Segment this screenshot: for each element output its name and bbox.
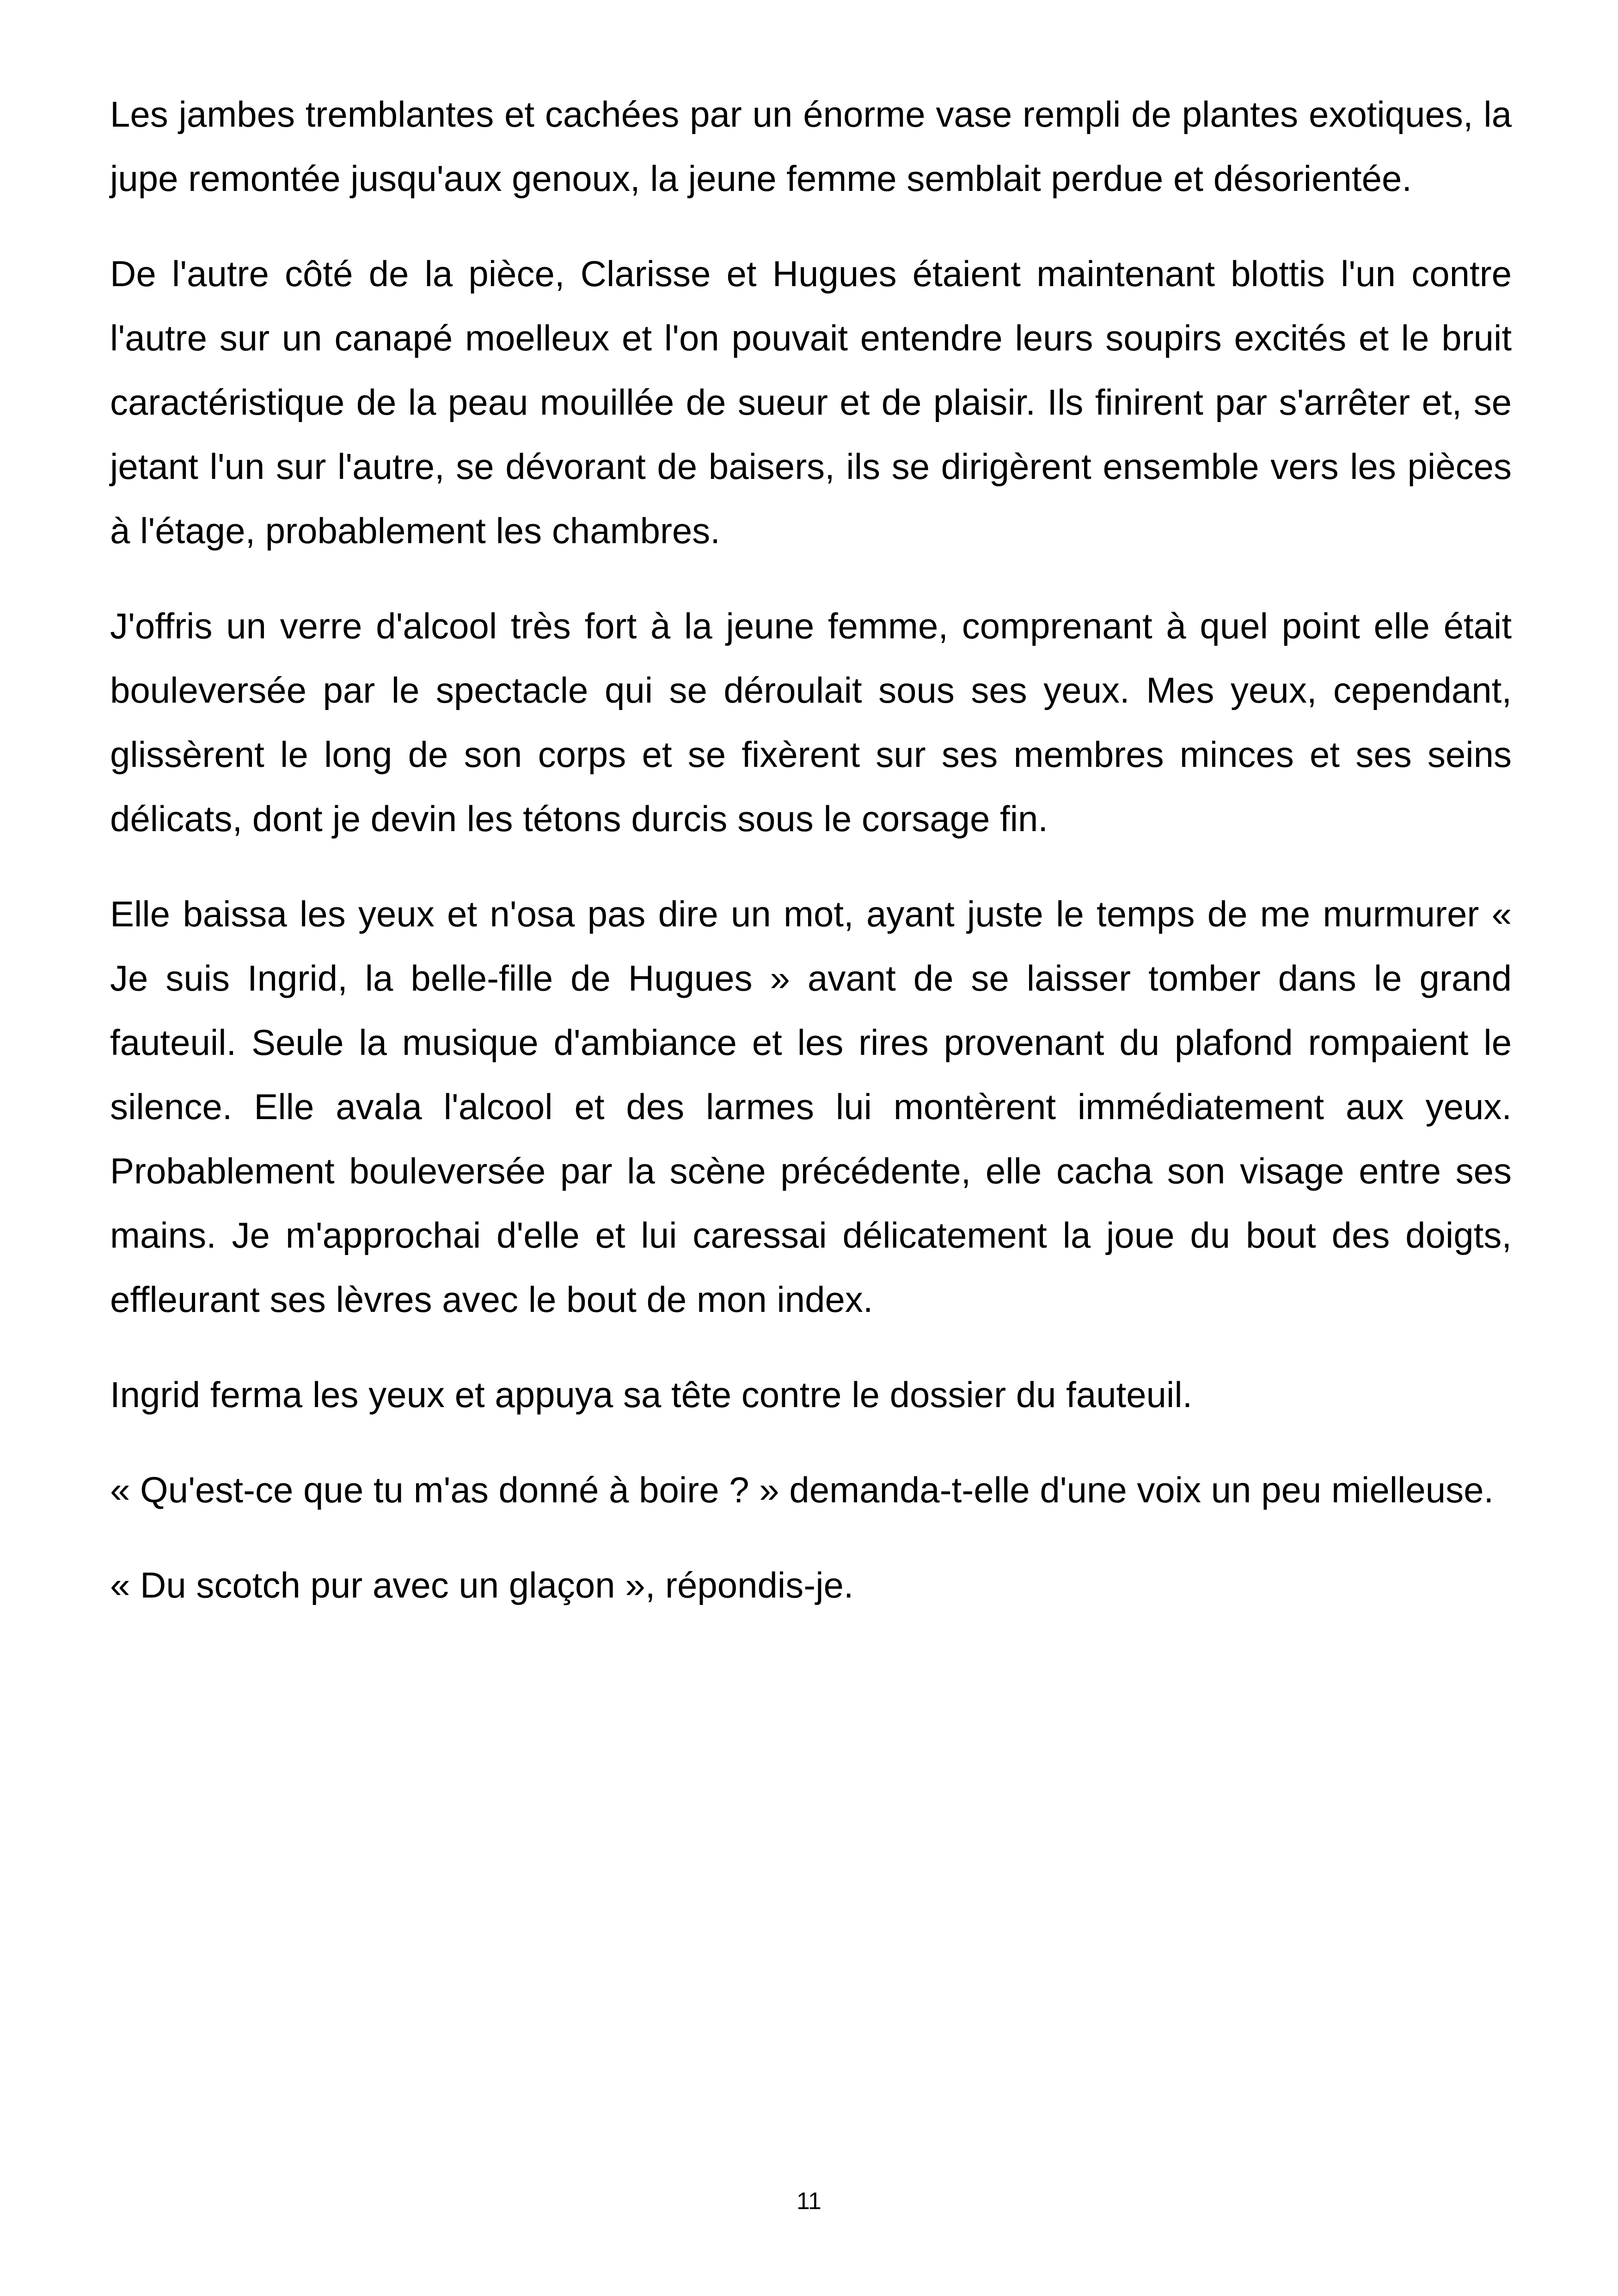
paragraph-1: Les jambes tremblantes et cachées par un énorme vase rempli de plantes exotiques, la jupe remontée jusqu'aux genoux, la jeune femme semblait perdue et désorientée. xyxy=(110,94,1512,199)
paragraph-6: « Qu'est-ce que tu m'as donné à boire ? » demanda-t-elle d'une voix un peu mielleuse. xyxy=(110,1469,1494,1510)
paragraph-4: Elle baissa les yeux et n'osa pas dire un mot, ayant juste le temps de me murmurer « Je suis Ingrid, la belle-fille de Hugues » avant de se laisser tomber dans le grand fauteuil. Seule la musique d'ambiance et les rires provenant du plafond rompaient le silence. Elle avala l'alcool et des larmes lui montèrent immédiatement aux yeux. Probablement bouleversée par la scène précédente, elle cacha son visage entre ses mains. Je m'approchai d'elle et lui caressai délicatement la joue du bout des doigts, effleurant ses lèvres avec le bout de mon index. xyxy=(110,894,1512,1320)
paragraph-2: De l'autre côté de la pièce, Clarisse et Hugues étaient maintenant blottis l'un contre l'autre sur un canapé moelleux et l'on pouvait entendre leurs soupirs excités et le bruit caractéristique de la peau mouillée de sueur et de plaisir. Ils finirent par s'arrêter et, se jetant l'un sur l'autre, se dévorant de baisers, ils se dirigèrent ensemble vers les pièces à l'étage, probablement les chambres. xyxy=(110,253,1512,551)
paragraph-3: J'offris un verre d'alcool très fort à la jeune femme, comprenant à quel point elle était bouleversée par le spectacle qui se déroulait sous ses yeux. Mes yeux, cependant, glissèrent le long de son corps et se fixèrent sur ses membres minces et ses seins délicats, dont je devin les tétons durcis sous le corsage fin. xyxy=(110,606,1512,839)
paragraph-7: « Du scotch pur avec un glaçon », répondis-je. xyxy=(110,1565,854,1605)
page-number: 11 xyxy=(797,2188,821,2215)
body-text xyxy=(110,82,1512,1648)
paragraph-5: Ingrid ferma les yeux et appuya sa tête contre le dossier du fauteuil. xyxy=(110,1374,1193,1415)
